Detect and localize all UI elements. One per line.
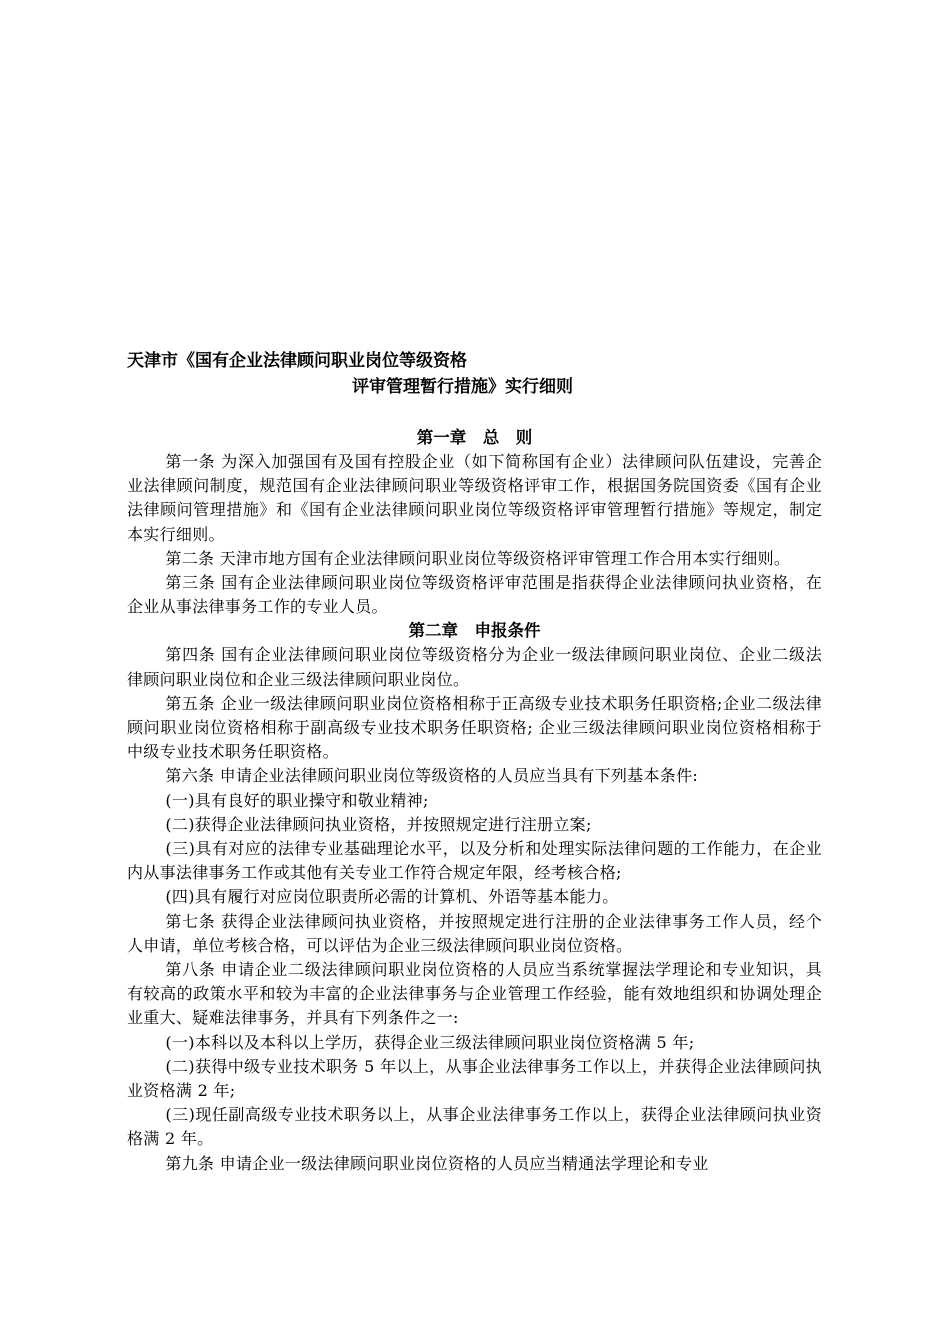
chapter-2-heading: 第二章 申报条件 [408,621,541,641]
article-6-item-4: (四)具有履行对应岗位职责所必需的计算机、外语等基本能力。 [165,887,619,907]
article-6: 第六条 申请企业法律顾问职业岗位等级资格的人员应当具有下列基本条件: [165,766,699,786]
article-5: 第五条 企业一级法律顾问职业岗位资格相称于正高级专业技术职务任职资格;企业二级法律顾问职业岗位资格相称于副高级专业技术职务任职资格; 企业三级法律顾问职业岗位资格相称于中级专业技术职务任职资格。 [127,693,822,762]
article-7: 第七条 获得企业法律顾问执业资格，并按照规定进行注册的企业法律事务工作人员，经个人申请，单位考核合格，可以评估为企业三级法律顾问职业岗位资格。 [127,911,822,955]
article-8-item-3: (三)现任副高级专业技术职务以上，从事企业法律事务工作以上，获得企业法律顾问执业资格满 2 年。 [127,1105,822,1149]
article-3: 第三条 国有企业法律顾问职业岗位等级资格评审范围是指获得企业法律顾问执业资格，在企业从事法律事务工作的专业人员。 [127,573,822,617]
document-title-line-1: 天津市《国有企业法律顾问职业岗位等级资格 [127,351,467,371]
article-8-item-2: (二)获得中级专业技术职务 5 年以上，从事企业法律事务工作以上，并获得企业法律顾问执业资格满 2 年; [127,1056,822,1101]
article-8: 第八条 申请企业二级法律顾问职业岗位资格的人员应当系统掌握法学理论和专业知识，具有较高的政策水平和较为丰富的企业法律事务与企业管理工作经验，能有效地组织和协调处理企业重大、疑难法律事务，并具有下列条件之一: [127,960,822,1028]
article-9: 第九条 申请企业一级法律顾问职业岗位资格的人员应当精通法学理论和专业 [165,1153,709,1173]
chapter-1-heading: 第一章 总 则 [416,428,533,447]
article-6-item-3: (三)具有对应的法律专业基础理论水平，以及分析和处理实际法律问题的工作能力，在企业内从事法律事务工作或其他有关专业工作符合规定年限，经考核合格; [127,839,822,883]
article-6-item-2: (二)获得企业法律顾问执业资格，并按照规定进行注册立案; [165,814,592,834]
article-8-item-1: (一)本科以及本科以上学历，获得企业三级法律顾问职业岗位资格满 5 年; [165,1032,695,1052]
article-6-item-1: (一)具有良好的职业操守和敬业精神; [165,790,429,810]
document-body [127,348,822,1176]
article-4: 第四条 国有企业法律顾问职业岗位等级资格分为企业一级法律顾问职业岗位、企业二级法律顾问职业岗位和企业三级法律顾问职业岗位。 [127,645,822,689]
document-title-line-2: 评审管理暂行措施》实行细则 [352,377,573,397]
article-2: 第二条 天津市地方国有企业法律顾问职业岗位等级资格评审管理工作合用本实行细则。 [165,548,791,568]
article-1: 第一条 为深入加强国有及国有控股企业（如下简称国有企业）法律顾问队伍建设，完善企业法律顾问制度，规范国有企业法律顾问职业等级资格评审工作，根据国务院国资委《国有企业法律顾问管理措施》和《国有企业法律顾问职业岗位等级资格评审管理暂行措施》等规定，制定本实行细则。 [127,452,822,544]
